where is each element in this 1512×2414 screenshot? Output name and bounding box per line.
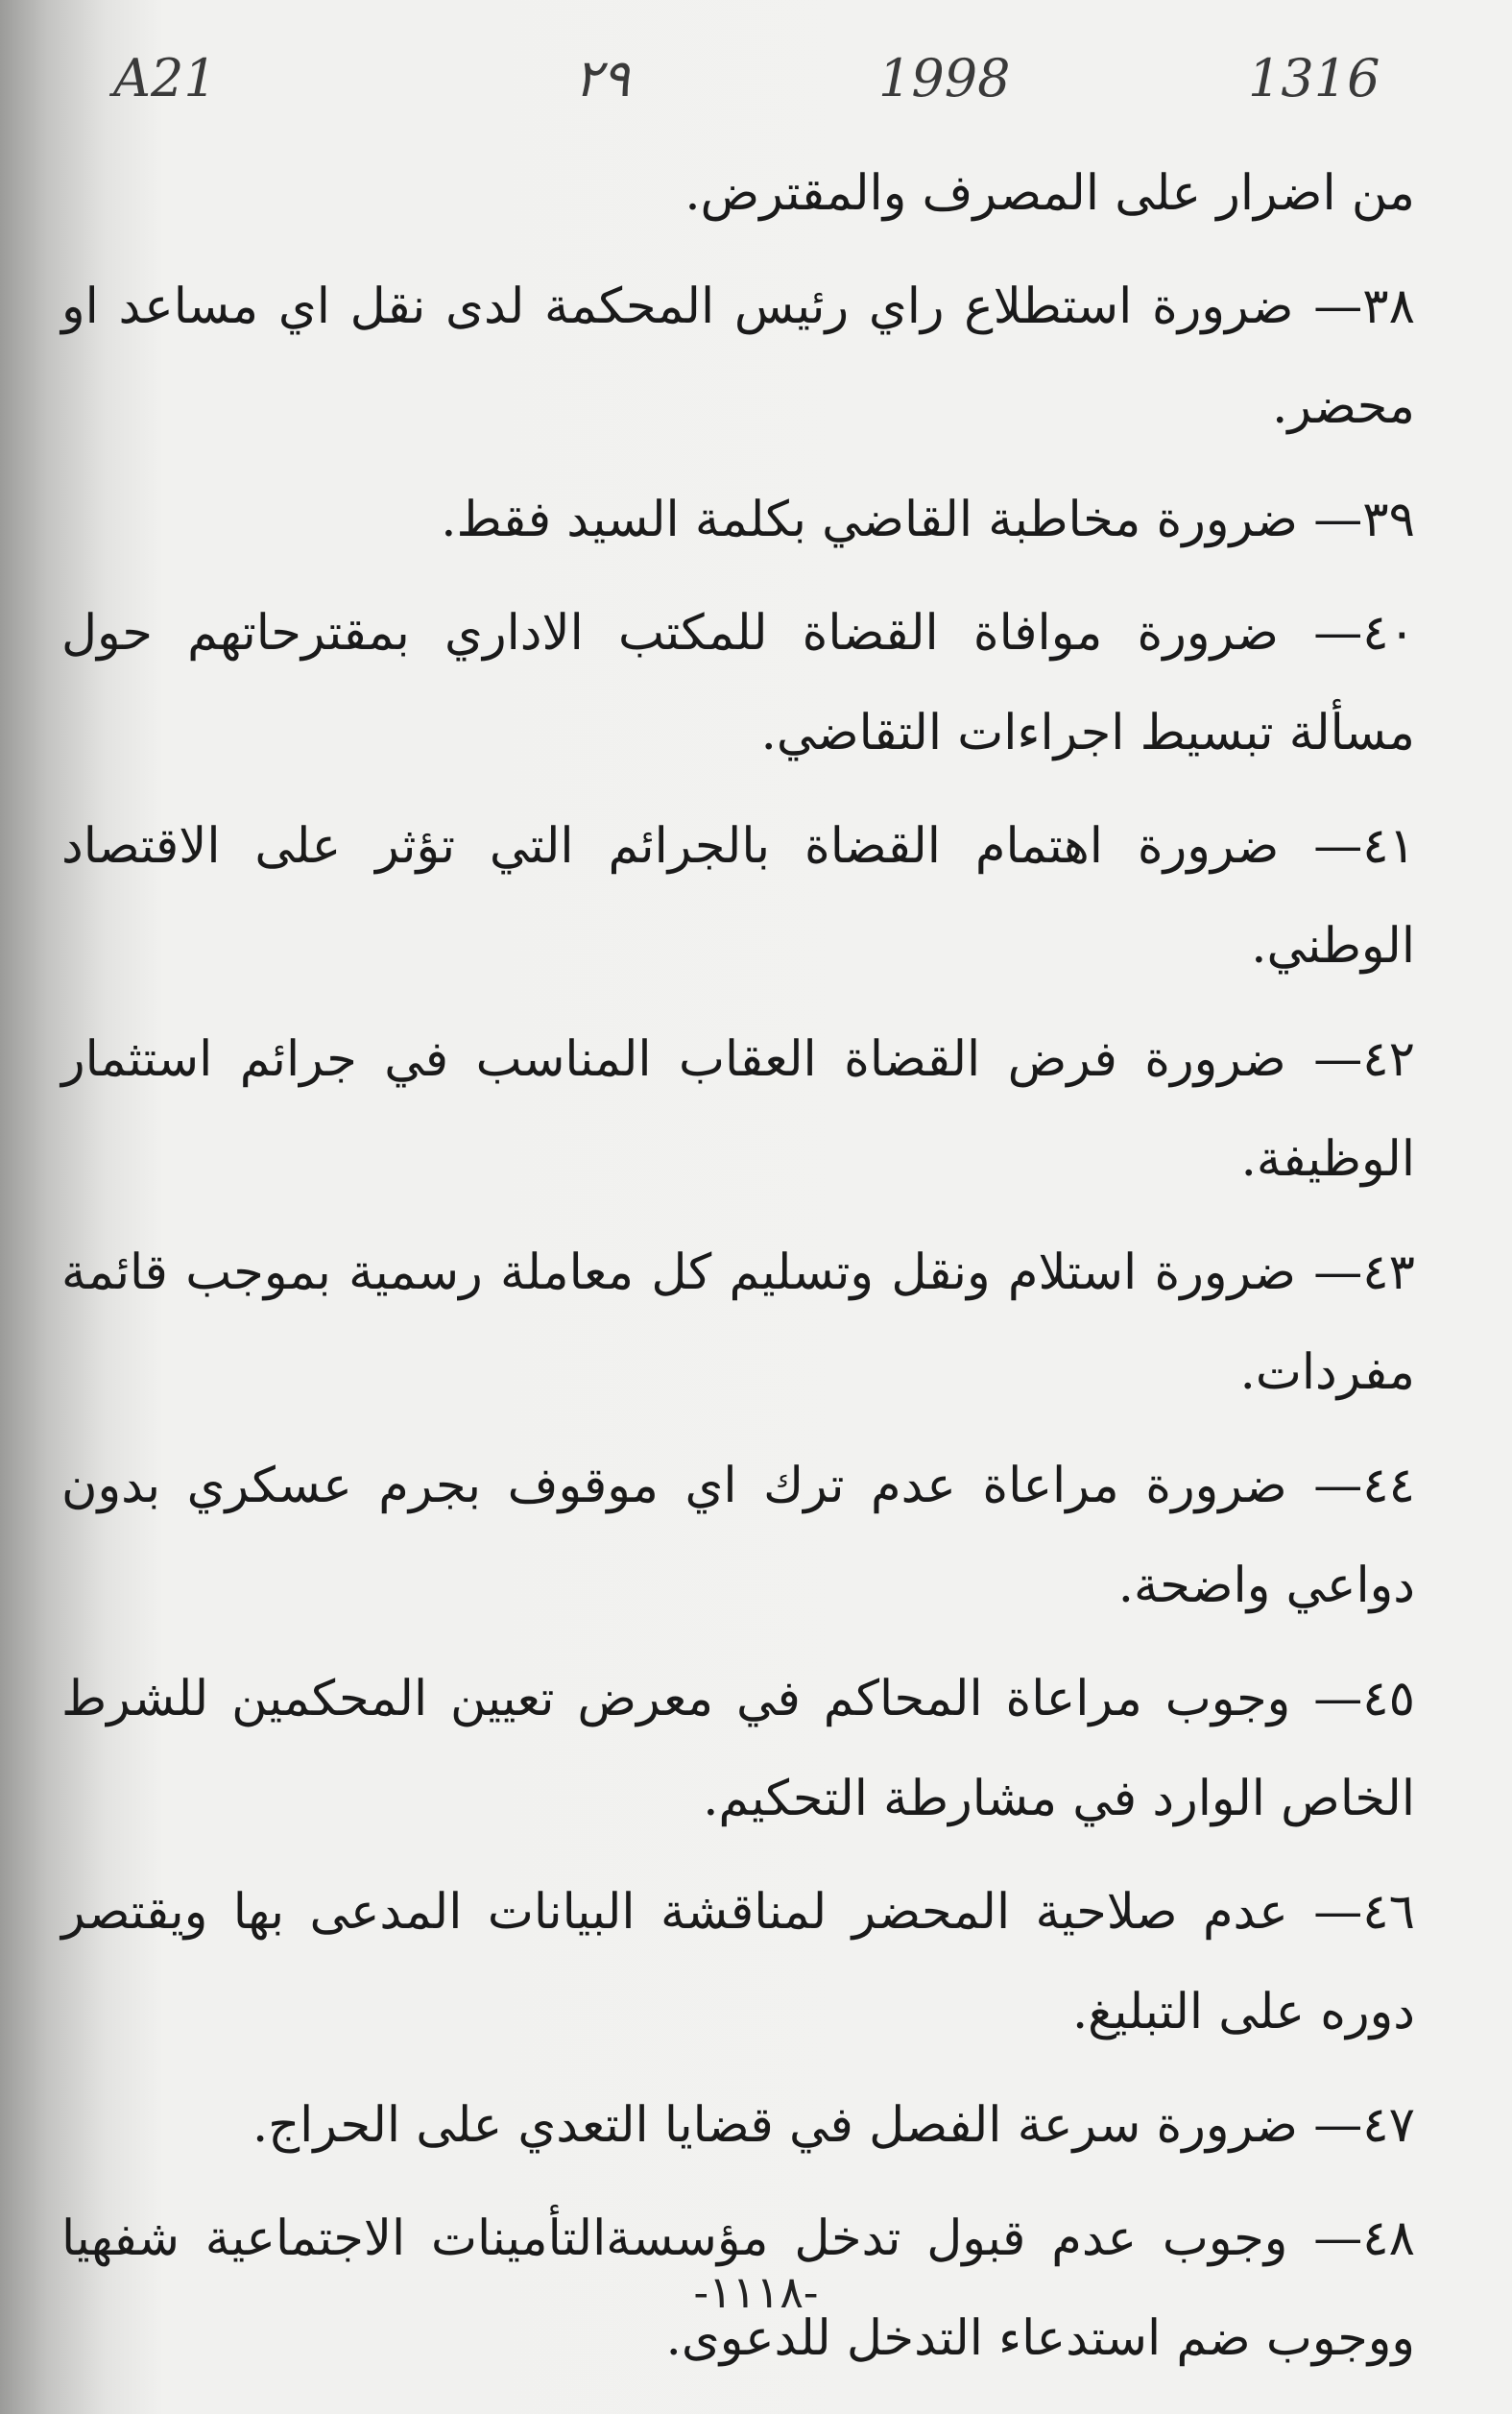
- item-text: وجوب عدم قبول تدخل مؤسسةالتأمينات الاجتماعية شفهيا ووجوب ضم استدعاء التدخل للدعوى.: [61, 2210, 1415, 2367]
- item-text: ضرورة سرعة الفصل في قضايا التعدي على الحراج.: [252, 2097, 1298, 2154]
- item-number: ٤١: [1362, 818, 1415, 875]
- item-number: ٤٥: [1362, 1671, 1416, 1727]
- item-number: ٤٨: [1362, 2210, 1415, 2267]
- item-dash: —: [1313, 605, 1363, 662]
- item-dash: —: [1313, 2097, 1363, 2154]
- list-item: [61, 257, 1415, 457]
- item-dash: —: [1313, 1671, 1363, 1727]
- item-number: ٣٨: [1362, 278, 1415, 335]
- item-text: ضرورة فرض القضاة العقاب المناسب في جرائم استثمار الوظيفة.: [61, 1031, 1415, 1188]
- item-text: عدم صلاحية المحضر لمناقشة البيانات المدعى بها ويقتصر دوره على التبليغ.: [61, 1884, 1415, 2040]
- item-dash: —: [1313, 1884, 1363, 1941]
- item-dash: —: [1313, 1458, 1363, 1514]
- list-item: [61, 2076, 1415, 2176]
- item-dash: —: [1313, 278, 1363, 335]
- item-dash: —: [1313, 818, 1363, 875]
- item-text: ضرورة اهتمام القضاة بالجرائم التي تؤثر على الاقتصاد الوطني.: [61, 818, 1415, 975]
- list-item: [61, 1010, 1415, 1210]
- list-item: [61, 1863, 1415, 2063]
- item-number: ٤٣: [1362, 1244, 1415, 1301]
- item-text: ضرورة موافاة القضاة للمكتب الاداري بمقترحاتهم حول مسألة تبسيط اجراءات التقاضي.: [61, 605, 1415, 761]
- handwritten-mark-3: 1998: [878, 48, 1011, 109]
- item-dash: —: [1313, 492, 1363, 548]
- item-text: وجوب مراعاة المحاكم في معرض تعيين المحكمين للشرط الخاص الوارد في مشارطة التحكيم.: [61, 1671, 1415, 1827]
- item-number: ٤٤: [1362, 1458, 1416, 1514]
- item-number: ٤٠: [1362, 605, 1415, 662]
- list-item: [61, 471, 1415, 570]
- handwritten-mark-1: A21: [113, 48, 217, 109]
- page-number: -١١١٨-: [693, 2266, 819, 2318]
- item-dash: —: [1313, 1031, 1363, 1088]
- page-header: [0, 38, 1512, 125]
- continuation-paragraph: من اضرار على المصرف والمقترض.: [684, 165, 1415, 222]
- list-item: [61, 1650, 1415, 1849]
- handwritten-mark-2: ٢٩: [574, 48, 631, 109]
- item-number: ٤٢: [1362, 1031, 1415, 1088]
- item-text: ضرورة استلام ونقل وتسليم كل معاملة رسمية بموجب قائمة مفردات.: [61, 1244, 1415, 1401]
- list-item: [61, 797, 1415, 997]
- item-dash: —: [1313, 2210, 1363, 2267]
- item-number: ٤٧: [1362, 2097, 1415, 2154]
- item-text: ضرورة مراعاة عدم ترك اي موقوف بجرم عسكري بدون دواعي واضحة.: [61, 1458, 1415, 1614]
- item-text: ضرورة مخاطبة القاضي بكلمة السيد فقط.: [441, 492, 1298, 548]
- list-item: [61, 1223, 1415, 1423]
- list-item: [61, 1436, 1415, 1636]
- item-number: ٤٦: [1362, 1884, 1415, 1941]
- list-item: [61, 584, 1415, 784]
- document-body: [61, 144, 1415, 2389]
- handwritten-mark-4: 1316: [1248, 48, 1380, 109]
- item-text: ضرورة استطلاع راي رئيس المحكمة لدى نقل اي مساعد او محضر.: [61, 278, 1415, 435]
- item-number: ٣٩: [1362, 492, 1415, 548]
- item-dash: —: [1313, 1244, 1363, 1301]
